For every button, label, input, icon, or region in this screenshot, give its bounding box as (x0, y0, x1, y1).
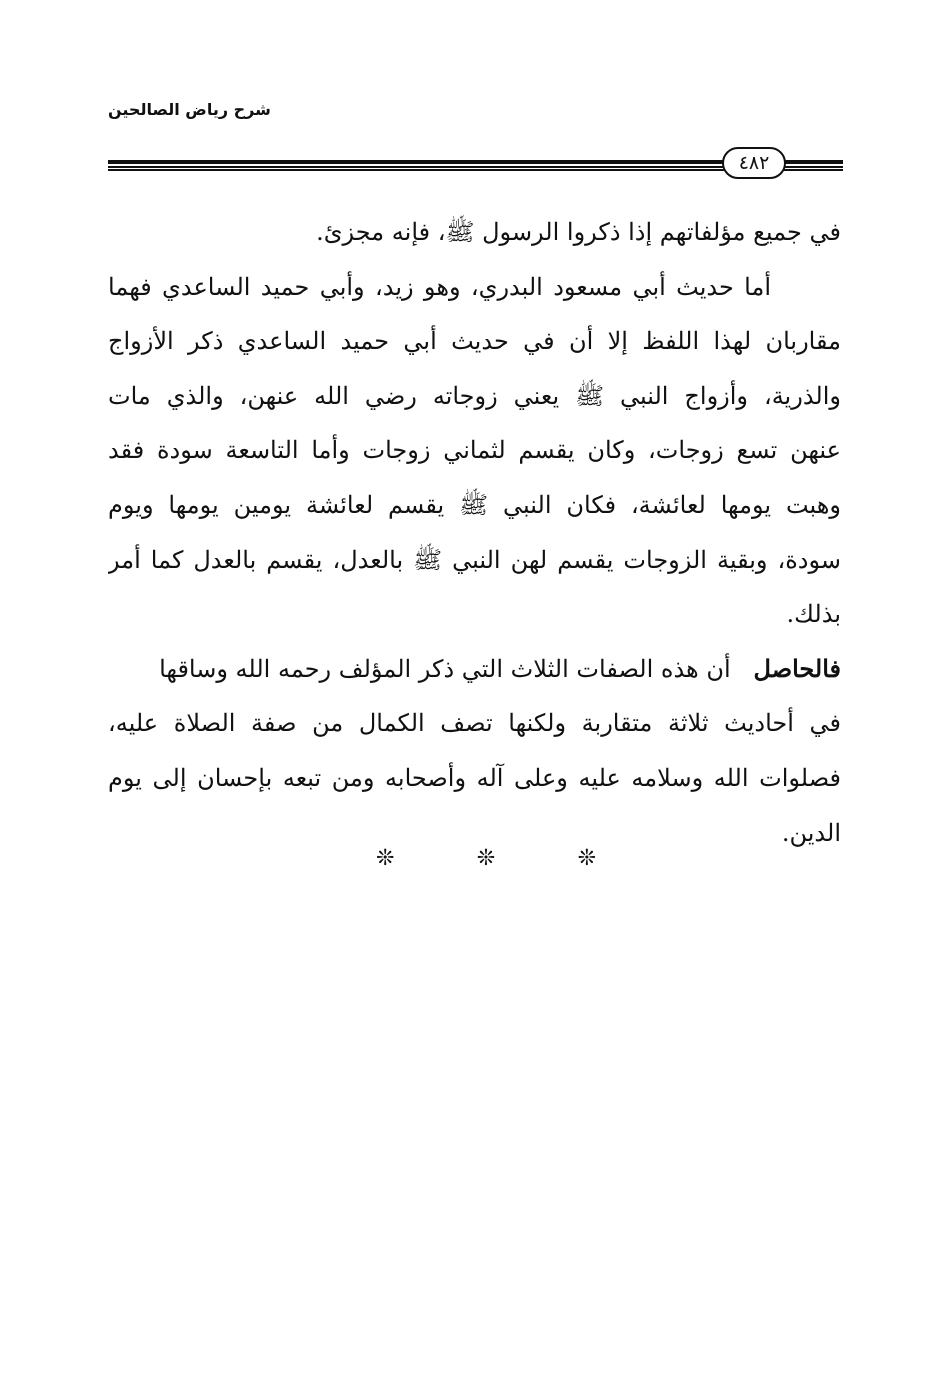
text-line: في جميع مؤلفاتهم إذا ذكروا الرسول ﷺ، فإنه مجزئ. (316, 218, 841, 246)
paragraph-keyword: فالحاصل (753, 653, 841, 683)
text-line: عنهن تسع زوجات، وكان يقسم لثماني زوجات وأما التاسعة سودة فقد (108, 436, 841, 465)
star-ornament-icon: ❊ (476, 846, 496, 871)
text-line: بذلك. (786, 600, 841, 629)
text-line: فصلوات الله وسلامه عليه وعلى آله وأصحابه ومن تبعه بإحسان إلى يوم (108, 763, 841, 792)
text-line: الدين. (781, 818, 841, 847)
star-ornament-icon: ❊ (577, 846, 596, 871)
text-line (108, 642, 841, 697)
text-line: في أحاديث ثلاثة متقاربة ولكنها تصف الكمال من صفة الصلاة عليه، (108, 709, 841, 738)
text-line-rest: أن هذه الصفات الثلاث التي ذكر المؤلف رحمه الله وساقها (159, 654, 731, 683)
text-line: والذرية، وأزواج النبي ﷺ يعني زوجاته رضي الله عنهن، والذي مات (108, 381, 841, 410)
star-ornament-icon: ❊ (376, 846, 395, 871)
section-separator (376, 846, 596, 871)
body-text (108, 205, 841, 860)
running-header-title: شرح رياض الصالحين (108, 100, 271, 119)
text-line: وهبت يومها لعائشة، فكان النبي ﷺ يقسم لعائشة يومين يومها ويوم (108, 490, 841, 519)
page-number-badge: ٤٨٢ (722, 147, 786, 179)
text-line: مقاربان لهذا اللفظ إلا أن في حديث أبي حميد الساعدي ذكر الأزواج (108, 327, 841, 356)
text-line: سودة، وبقية الزوجات يقسم لهن النبي ﷺ بالعدل، يقسم بالعدل كما أمر (108, 545, 841, 574)
text-line: أما حديث أبي مسعود البدري، وهو زيد، وأبي حميد الساعدي فهما (108, 272, 771, 301)
